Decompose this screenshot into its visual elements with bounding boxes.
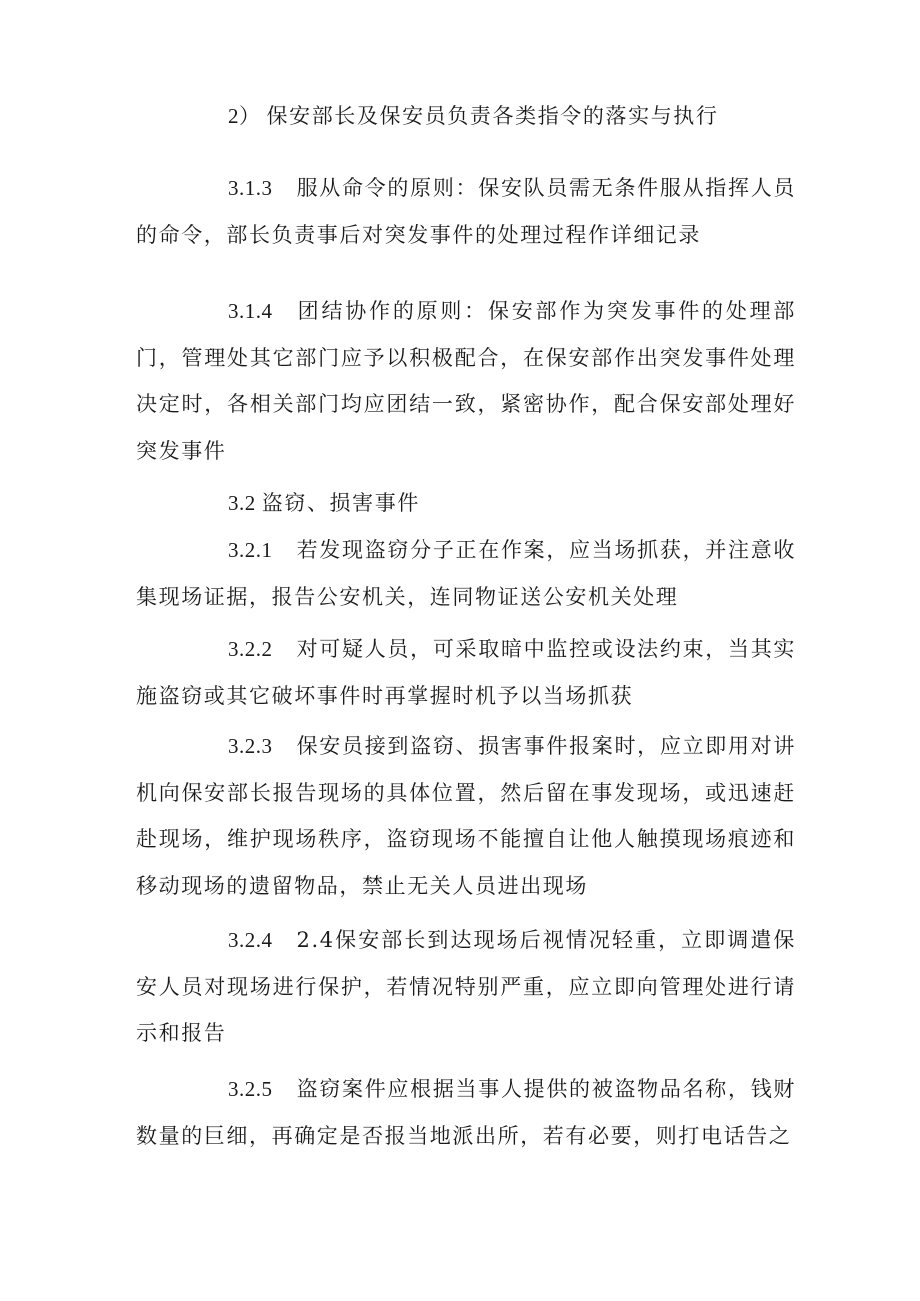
paragraph-number: 3.2.1: [228, 538, 273, 562]
paragraph-number: 3.2.5: [228, 1077, 273, 1101]
paragraph-instruction-execution: [136, 93, 796, 140]
paragraph-text: 若发现盗窃分子正在作案，应当场抓获，并注意收集现场证据，报告公安机关，连同物证送公安机关处理: [136, 538, 796, 609]
paragraph-number: 3.1.3: [228, 176, 273, 200]
paragraph-text: 保安员接到盗窃、损害事件报案时，应立即用对讲机向保安部长报告现场的具体位置，然后留在事发现场，或迅速赶赴现场，维护现场秩序，盗窃现场不能擅自让他人触摸现场痕迹和移动现场的遗留物品，禁止无关人员进出现场: [136, 734, 796, 898]
paragraph-text: 2.4保安部长到达现场后视情况轻重，立即调遣保安人员对现场进行保护，若情况特别严重，应立即向管理处进行请示和报告: [136, 928, 796, 1045]
paragraph-text: 团结协作的原则：保安部作为突发事件的处理部门，管理处其它部门应予以积极配合，在保安部作出突发事件处理决定时，各相关部门均应团结一致，紧密协作，配合保安部处理好突发事件: [136, 299, 796, 463]
paragraph-text: 盗窃案件应根据当事人提供的被盗物品名称，钱财数量的巨细，再确定是否报当地派出所，若有必要，则打电话告之: [136, 1077, 796, 1148]
paragraph-theft-case: [136, 1066, 796, 1159]
section-heading-theft: [136, 480, 796, 527]
paragraph-number: 3.2.3: [228, 734, 273, 758]
paragraph-number: 3.2.2: [228, 637, 273, 661]
section-number: 3.2: [228, 491, 256, 515]
paragraph-text: 保安部长及保安员负责各类指令的落实与执行: [266, 104, 719, 128]
paragraph-catch-thief: [136, 527, 796, 620]
paragraph-number: 3.1.4: [228, 299, 273, 323]
paragraph-report-handling: [136, 723, 796, 909]
paragraph-teamwork: [136, 288, 796, 474]
section-title: 盗窃、损害事件: [261, 491, 420, 515]
paragraph-number: 3.2.4: [228, 928, 273, 952]
paragraph-obey-orders: [136, 165, 796, 258]
paragraph-chief-arrival: [136, 917, 796, 1057]
paragraph-suspicious-persons: [136, 626, 796, 719]
paragraph-text: 对可疑人员，可采取暗中监控或设法约束，当其实施盗窃或其它破坏事件时再掌握时机予以当场抓获: [136, 637, 796, 708]
paragraph-number: 2）: [228, 104, 261, 128]
paragraph-text: 服从命令的原则：保安队员需无条件服从指挥人员的命令，部长负责事后对突发事件的处理过程作详细记录: [136, 176, 796, 247]
